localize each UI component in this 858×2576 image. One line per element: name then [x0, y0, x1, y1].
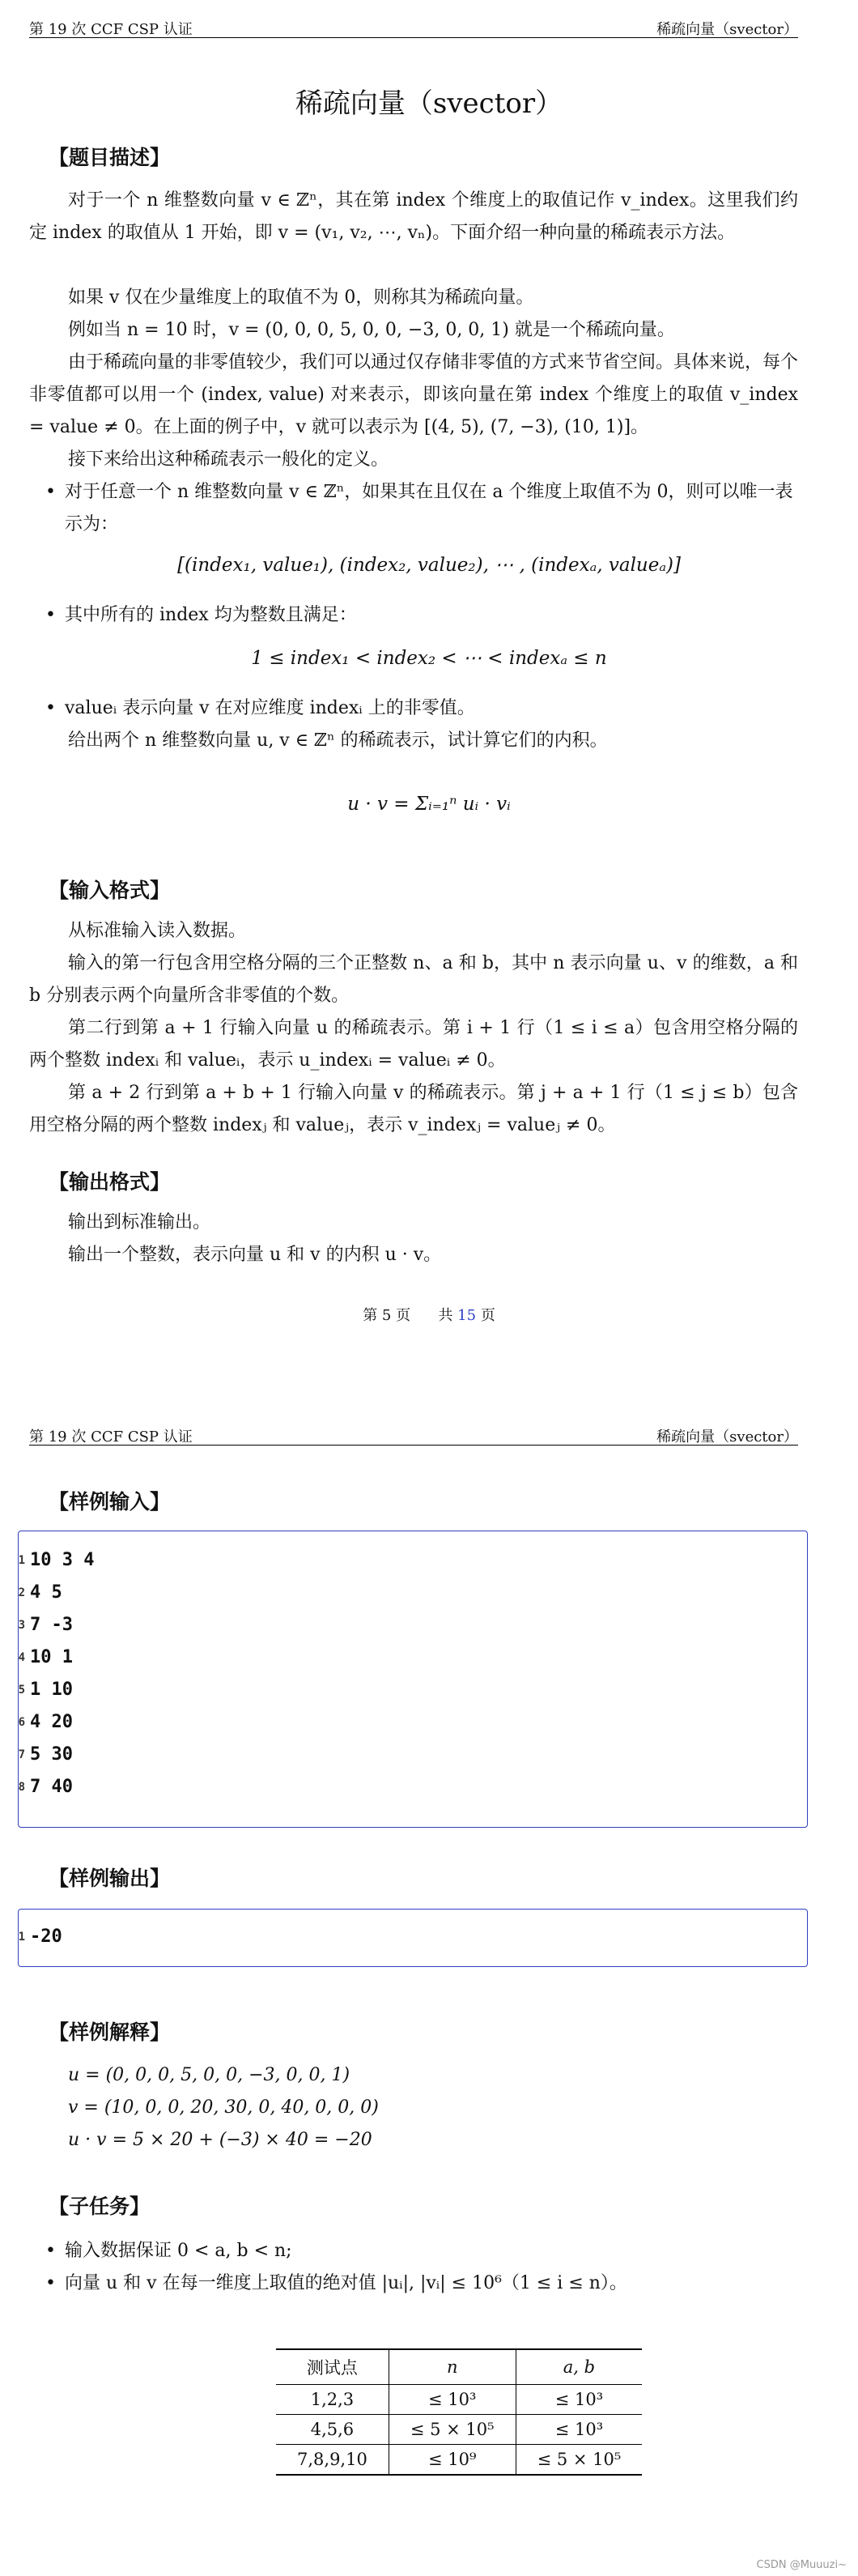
sample-input-box[interactable]	[18, 1531, 808, 1828]
table-cell: ≤ 5 × 10⁵	[389, 2415, 516, 2445]
desc-para-6: 给出两个 n 维整数向量 u, v ∈ ℤⁿ 的稀疏表示，试计算它们的内积。	[68, 730, 608, 751]
line-number: 7	[18, 1748, 25, 1761]
line-number: 8	[18, 1781, 25, 1794]
code-text: 5 30	[30, 1744, 73, 1765]
table-cell: ≤ 10³	[516, 2415, 642, 2445]
line-number: 1	[18, 1554, 25, 1567]
desc-bullet-2: • 其中所有的 index 均为整数且满足：	[65, 599, 798, 632]
subtask-table	[276, 2348, 642, 2476]
line-number: 4	[18, 1651, 25, 1664]
input-para-4: 第 a + 2 行到第 a + b + 1 行输入向量 v 的稀疏表示。第 j + a + 1 行（1 ≤ j ≤ b）包含用空格分隔的两个整数 indexⱼ 和 valueⱼ，表示 v_indexⱼ = valueⱼ ≠ 0。	[29, 1083, 798, 1135]
section-output-format: 【输出格式】	[49, 1170, 171, 1194]
section-description: 【题目描述】	[49, 146, 171, 169]
desc-para-5: 接下来给出这种稀疏表示一般化的定义。	[68, 449, 389, 470]
page-total-label: 共	[438, 1307, 453, 1324]
table-cell: 1,2,3	[276, 2385, 389, 2415]
code-text: 7 -3	[30, 1615, 73, 1635]
code-text: 10 3 4	[30, 1550, 95, 1570]
desc-bullet-3: • valueᵢ 表示向量 v 在对应维度 indexᵢ 上的非零值。	[65, 692, 798, 725]
input-para-2: 输入的第一行包含用空格分隔的三个正整数 n、a 和 b，其中 n 表示向量 u、v 的维数，a 和 b 分别表示两个向量所含非零值的个数。	[29, 953, 798, 1006]
explanation-line-3: u · v = 5 × 20 + (−3) × 40 = −20	[68, 2130, 372, 2150]
table-row	[276, 2415, 642, 2445]
code-line	[18, 1674, 73, 1706]
col-header-ab: a, b	[516, 2349, 642, 2385]
line-number: 6	[18, 1716, 25, 1729]
desc-para-4: 由于稀疏向量的非零值较少，我们可以通过仅存储非零值的方式来节省空间。具体来说，每个非零值都可以用一个 (index, value) 对来表示，即该向量在第 index 个维度上的取值 v_index = value ≠ 0。在上面的例子中，v 就可以表示为 [(4, 5), (7, −3), (10, 1)]。	[29, 352, 799, 437]
table-cell: 4,5,6	[276, 2415, 389, 2445]
desc-para-3: 例如当 n = 10 时，v = (0, 0, 0, 5, 0, 0, −3, 0, 0, 1) 就是一个稀疏向量。	[68, 320, 675, 340]
line-number: 1	[18, 1931, 25, 1944]
input-para-3: 第二行到第 a + 1 行输入向量 u 的稀疏表示。第 i + 1 行（1 ≤ i ≤ a）包含用空格分隔的两个整数 indexᵢ 和 valueᵢ，表示 u_indexᵢ = valueᵢ ≠ 0。	[29, 1018, 798, 1071]
table-cell: ≤ 5 × 10⁵	[516, 2445, 642, 2476]
header-right-2: 稀疏向量（svector）	[656, 1429, 798, 1446]
formula-inner-product: u · v = Σᵢ₌₁ⁿ uᵢ · vᵢ	[347, 794, 511, 815]
table-row	[276, 2385, 642, 2415]
code-line	[18, 1771, 73, 1803]
page-header-2	[29, 1425, 798, 1446]
subtask-table-header	[276, 2349, 642, 2385]
desc-para-1: 对于一个 n 维整数向量 v ∈ ℤⁿ，其在第 index 个维度上的取值记作 v_index。这里我们约定 index 的取值从 1 开始，即 v = (v₁, v₂, ⋯, vₙ)。下面介绍一种向量的稀疏表示方法。	[29, 190, 798, 243]
code-text: 4 5	[30, 1582, 62, 1603]
explanation-line-1: u = (0, 0, 0, 5, 0, 0, −3, 0, 0, 1)	[68, 2065, 350, 2085]
code-line	[18, 1706, 73, 1739]
desc-para-2: 如果 v 仅在少量维度上的取值不为 0，则称其为稀疏向量。	[68, 287, 534, 308]
table-cell: ≤ 10³	[389, 2385, 516, 2415]
code-text: -20	[30, 1927, 62, 1947]
formula-index-order: 1 ≤ index₁ < index₂ < ⋯ < indexₐ ≤ n	[251, 648, 607, 669]
sample-output-box[interactable]	[18, 1909, 808, 1967]
page-total-link[interactable]: 15	[457, 1307, 477, 1324]
code-text: 1 10	[30, 1680, 73, 1700]
page-6	[0, 1425, 858, 2576]
line-number: 5	[18, 1684, 25, 1697]
code-text: 10 1	[30, 1647, 73, 1667]
code-line	[18, 1921, 62, 1953]
line-number: 3	[18, 1619, 25, 1632]
desc-bullet-1: • 对于任意一个 n 维整数向量 v ∈ ℤⁿ，如果其在且仅在 a 个维度上取值不为 0，则可以唯一表示为：	[65, 476, 798, 541]
input-para-1: 从标准输入读入数据。	[68, 921, 247, 941]
table-row	[276, 2445, 642, 2476]
line-number: 2	[18, 1586, 25, 1599]
col-header-testpoint: 测试点	[276, 2349, 389, 2385]
code-line	[18, 1544, 95, 1577]
table-cell: 7,8,9,10	[276, 2445, 389, 2476]
code-line	[18, 1641, 73, 1674]
section-sample-input: 【样例输入】	[49, 1490, 171, 1514]
problem-title: 稀疏向量（svector）	[295, 87, 563, 120]
section-input-format: 【输入格式】	[49, 879, 171, 902]
watermark: CSDN @Muuuzi~	[756, 2559, 847, 2571]
code-text: 4 20	[30, 1712, 73, 1732]
section-sample-output: 【样例输出】	[49, 1867, 171, 1890]
section-subtasks: 【子任务】	[49, 2195, 151, 2218]
section-sample-explanation: 【样例解释】	[49, 2020, 171, 2044]
code-line	[18, 1739, 73, 1771]
subtask-bullet-2: • 向量 u 和 v 在每一维度上取值的绝对值 |uᵢ|, |vᵢ| ≤ 10⁶（1 ≤ i ≤ n）。	[65, 2267, 798, 2300]
page-suffix: 页	[480, 1307, 495, 1324]
output-para-1: 输出到标准输出。	[68, 1212, 211, 1233]
formula-sparse-repr: [(index₁, value₁), (index₂, value₂), ⋯ , (indexₐ, valueₐ)]	[177, 555, 681, 576]
code-line	[18, 1609, 73, 1641]
header-left-2: 第 19 次 CCF CSP 认证	[29, 1429, 193, 1446]
code-text: 7 40	[30, 1777, 73, 1797]
subtask-bullet-1: • 输入数据保证 0 < a, b < n;	[65, 2235, 798, 2267]
header-right: 稀疏向量（svector）	[656, 21, 798, 38]
table-cell: ≤ 10⁹	[389, 2445, 516, 2476]
code-line	[18, 1577, 62, 1609]
page-current: 第 5 页	[363, 1307, 411, 1324]
header-left: 第 19 次 CCF CSP 认证	[29, 21, 193, 38]
page-number	[0, 1304, 858, 1325]
output-para-2: 输出一个整数，表示向量 u 和 v 的内积 u · v。	[68, 1245, 442, 1265]
page-header	[29, 18, 798, 38]
table-cell: ≤ 10³	[516, 2385, 642, 2415]
col-header-n: n	[389, 2349, 516, 2385]
explanation-line-2: v = (10, 0, 0, 20, 30, 0, 40, 0, 0, 0)	[68, 2097, 379, 2118]
